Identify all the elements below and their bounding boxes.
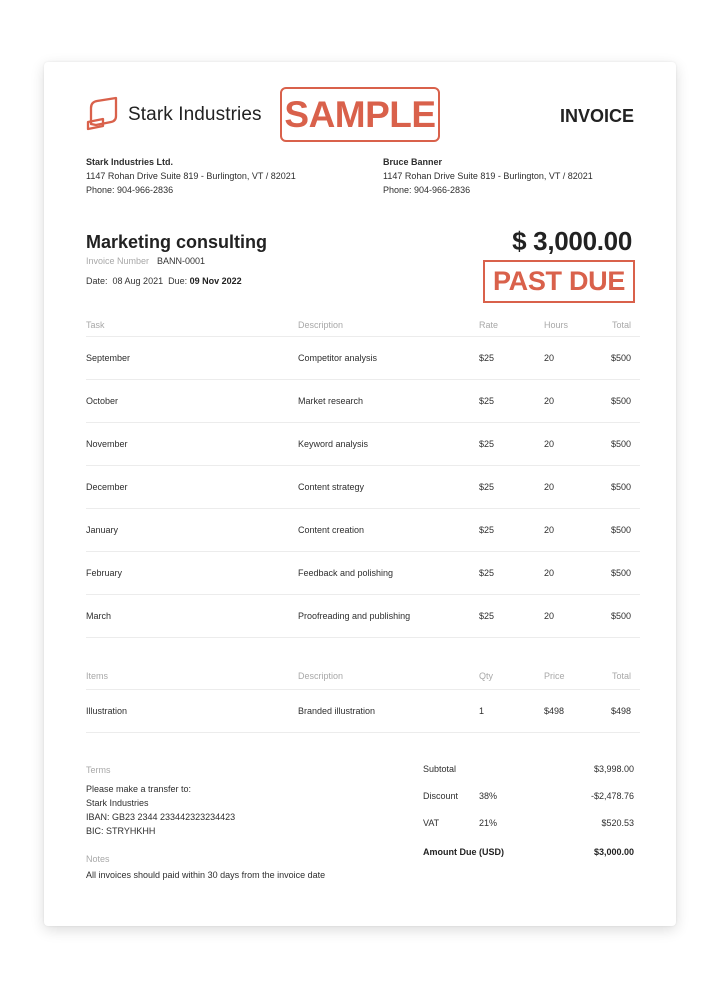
tasks-table	[86, 319, 640, 638]
invoice-number-label: Invoice Number	[86, 256, 150, 266]
column-header-description: Description	[298, 671, 344, 681]
task-cell: January	[86, 525, 119, 535]
subtotal-value: $3,998.00	[593, 764, 634, 774]
notes-text: All invoices should paid within 30 days from the invoice date	[86, 870, 326, 880]
hours-cell: 20	[544, 482, 555, 492]
total-cell: $500	[610, 611, 631, 621]
task-cell: November	[86, 439, 128, 449]
item-cell: Illustration	[86, 706, 128, 716]
iban: IBAN: GB23 2344 233442323234423	[86, 812, 236, 822]
invoice-date: 08 Aug 2021	[112, 276, 164, 286]
table-row	[86, 380, 640, 423]
rate-cell: $25	[479, 568, 495, 578]
items-table-header	[86, 670, 640, 690]
hours-cell: 20	[544, 525, 555, 535]
task-cell: September	[86, 353, 131, 363]
column-header-total: Total	[611, 671, 631, 681]
total-cell: $500	[610, 439, 631, 449]
hours-cell: 20	[544, 396, 555, 406]
task-cell: March	[86, 611, 112, 621]
column-header-total: Total	[611, 320, 631, 330]
task-cell: February	[86, 568, 123, 578]
hours-cell: 20	[544, 439, 555, 449]
due-date: 09 Nov 2022	[189, 276, 242, 286]
vat-label: VAT	[423, 818, 440, 828]
date-label: Date:	[86, 276, 108, 286]
vat-row	[423, 818, 634, 830]
column-header-task: Task	[86, 320, 105, 330]
invoice-number-row	[86, 256, 205, 266]
rate-cell: $25	[479, 482, 495, 492]
hours-cell: 20	[544, 568, 555, 578]
subtotal-label: Subtotal	[423, 764, 457, 774]
sender-address	[86, 155, 296, 197]
hours-cell: 20	[544, 611, 555, 621]
project-title: Marketing consulting	[86, 232, 268, 252]
hours-cell: 20	[544, 353, 555, 363]
table-row	[86, 337, 640, 380]
sender-name: Stark Industries Ltd.	[86, 157, 174, 167]
invoice-number: BANN-0001	[157, 256, 206, 266]
total-cell: $500	[610, 353, 631, 363]
amount-due-value: $3,000.00	[593, 847, 634, 857]
price-cell: $498	[544, 706, 565, 716]
description-cell: Market research	[298, 396, 364, 406]
total-cell: $500	[610, 525, 631, 535]
invoice-amount: $ 3,000.00	[512, 226, 632, 256]
description-cell: Content creation	[298, 525, 365, 535]
description-cell: Content strategy	[298, 482, 365, 492]
column-header-description: Description	[298, 320, 344, 330]
table-row	[86, 509, 640, 552]
task-cell: December	[86, 482, 128, 492]
discount-value: -$2,478.76	[590, 791, 634, 801]
past-due-stamp: PAST DUE	[483, 260, 635, 303]
company-name: Stark Industries	[128, 104, 262, 125]
rate-cell: $25	[479, 439, 495, 449]
rate-cell: $25	[479, 353, 495, 363]
description-cell: Branded illustration	[298, 706, 376, 716]
vat-value: $520.53	[601, 818, 634, 828]
task-cell: October	[86, 396, 119, 406]
column-header-price: Price	[544, 671, 565, 681]
column-header-items: Items	[86, 671, 109, 681]
invoice-sheet	[44, 62, 676, 926]
sender-street: 1147 Rohan Drive Suite 819 - Burlington, VT / 82021	[86, 171, 296, 181]
document-title: INVOICE	[559, 106, 634, 126]
table-row	[86, 423, 640, 466]
column-header-rate: Rate	[479, 320, 499, 330]
dates-row	[86, 276, 242, 286]
table-row	[86, 690, 640, 733]
amount-due-row	[423, 847, 634, 859]
rate-cell: $25	[479, 396, 495, 406]
recipient-phone: Phone: 904-966-2836	[383, 185, 471, 195]
discount-row	[423, 791, 634, 803]
rate-cell: $25	[479, 611, 495, 621]
total-cell: $500	[610, 396, 631, 406]
terms-line: Please make a transfer to:	[86, 784, 192, 794]
sample-stamp: SAMPLE	[280, 87, 440, 142]
stark-industries-logo-icon	[85, 96, 121, 132]
tasks-table-header	[86, 319, 640, 337]
notes-label: Notes	[86, 854, 110, 864]
description-cell: Proofreading and publishing	[298, 611, 411, 621]
recipient-street: 1147 Rohan Drive Suite 819 - Burlington, VT / 82021	[383, 171, 593, 181]
totals-summary	[423, 764, 634, 864]
column-header-qty: Qty	[479, 671, 494, 681]
description-cell: Competitor analysis	[298, 353, 378, 363]
vat-percent: 21%	[479, 818, 498, 828]
terms-line: Stark Industries	[86, 798, 149, 808]
description-cell: Feedback and polishing	[298, 568, 394, 578]
rate-cell: $25	[479, 525, 495, 535]
discount-label: Discount	[423, 791, 459, 801]
sender-phone: Phone: 904-966-2836	[86, 185, 174, 195]
terms-text	[86, 782, 235, 838]
amount-due-label: Amount Due (USD)	[423, 847, 504, 857]
discount-percent: 38%	[479, 791, 498, 801]
total-cell: $500	[610, 482, 631, 492]
due-label: Due:	[168, 276, 188, 286]
recipient-address	[383, 155, 593, 197]
description-cell: Keyword analysis	[298, 439, 369, 449]
terms-label: Terms	[86, 765, 111, 775]
total-cell: $498	[610, 706, 631, 716]
table-row	[86, 466, 640, 509]
column-header-hours: Hours	[544, 320, 569, 330]
bic: BIC: STRYHKHH	[86, 826, 156, 836]
table-row	[86, 595, 640, 638]
table-row	[86, 552, 640, 595]
total-cell: $500	[610, 568, 631, 578]
items-table	[86, 670, 640, 733]
subtotal-row	[423, 764, 634, 776]
qty-cell: 1	[479, 706, 485, 716]
recipient-name: Bruce Banner	[383, 157, 443, 167]
